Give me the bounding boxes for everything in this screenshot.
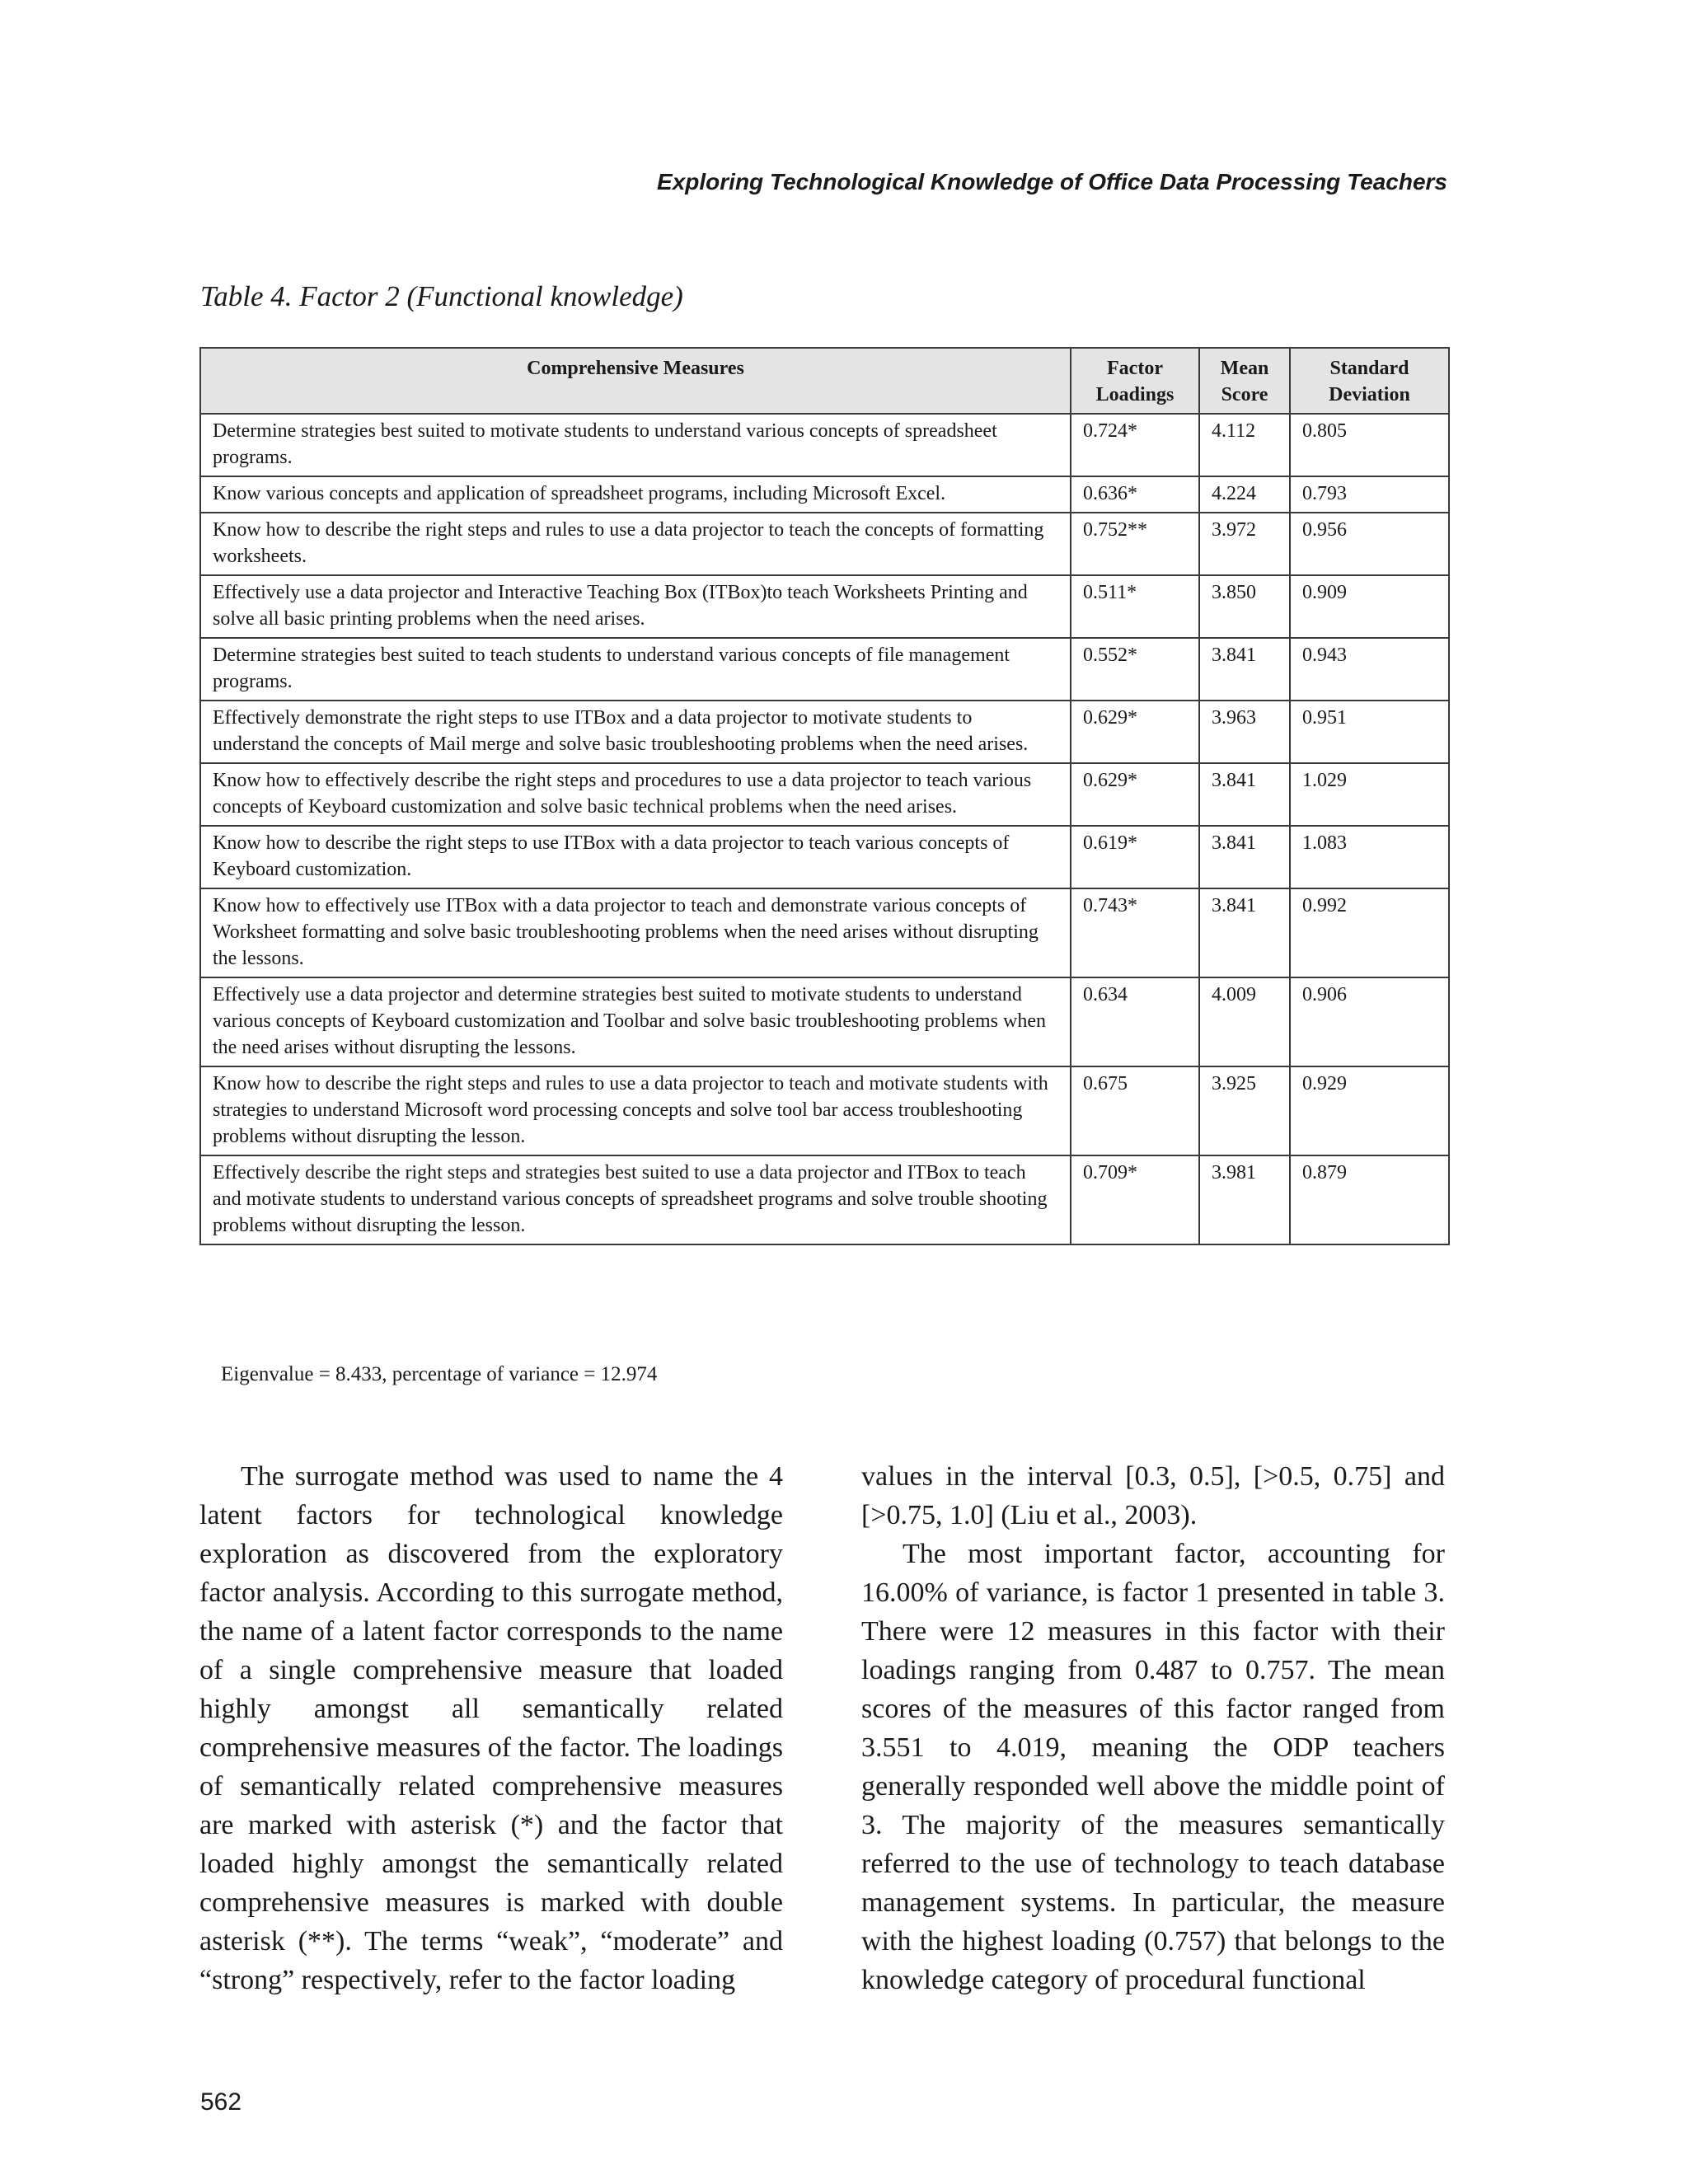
table-caption: Table 4. Factor 2 (Functional knowledge) bbox=[200, 280, 683, 312]
mean-cell: 4.112 bbox=[1199, 414, 1290, 476]
sd-cell: 1.029 bbox=[1290, 763, 1449, 826]
mean-cell: 3.981 bbox=[1199, 1155, 1290, 1244]
body-paragraph: The most important factor, accounting for 16.00% of variance, is factor 1 presented in table 3. There were 12 measures in this factor with their loadings ranging from 0.487 to 0.757. The mean scores of the measures of this factor ranged from 3.551 to 4.019, meaning the ODP teachers generally responded well above the middle point of 3. The majority of the measures semantically referred to the use of technology to teach database management systems. In particular, the measure with the highest loading (0.757) that belongs to the knowledge category of procedural functional bbox=[861, 1539, 1445, 1995]
table-note: Eigenvalue = 8.433, percentage of variance = 12.974 bbox=[221, 1363, 658, 1385]
column-header-loadings: Factor Loadings bbox=[1071, 348, 1199, 414]
column-header-measures: Comprehensive Measures bbox=[200, 348, 1071, 414]
table-row bbox=[200, 1066, 1449, 1155]
page-number: 562 bbox=[200, 2088, 242, 2116]
loading-cell: 0.511* bbox=[1071, 575, 1199, 638]
loading-cell: 0.629* bbox=[1071, 701, 1199, 763]
mean-cell: 3.841 bbox=[1199, 888, 1290, 977]
loading-cell: 0.619* bbox=[1071, 826, 1199, 888]
mean-cell: 3.841 bbox=[1199, 638, 1290, 701]
mean-cell: 3.841 bbox=[1199, 763, 1290, 826]
table-row bbox=[200, 826, 1449, 888]
loading-cell: 0.743* bbox=[1071, 888, 1199, 977]
mean-cell: 3.841 bbox=[1199, 826, 1290, 888]
sd-cell: 0.992 bbox=[1290, 888, 1449, 977]
column-header-sd: Standard Deviation bbox=[1290, 348, 1449, 414]
table-row bbox=[200, 763, 1449, 826]
sd-cell: 0.951 bbox=[1290, 701, 1449, 763]
loading-cell: 0.724* bbox=[1071, 414, 1199, 476]
sd-cell: 0.909 bbox=[1290, 575, 1449, 638]
body-paragraph-continuation: values in the interval [0.3, 0.5], [>0.5, 0.75] and [>0.75, 1.0] (Liu et al., 2003). bbox=[861, 1461, 1445, 1530]
table-row bbox=[200, 513, 1449, 575]
body-left-column bbox=[199, 1457, 783, 1999]
measure-cell: Know various concepts and application of spreadsheet programs, including Microsoft Excel. bbox=[200, 476, 1071, 513]
body-paragraph: The surrogate method was used to name the 4 latent factors for technological knowledge exploration as discovered from the exploratory factor analysis. According to this surrogate method, the name of a latent factor corresponds to the name of a single comprehensive measure that loaded highly amongst all semantically related comprehensive measures of the factor. The loadings of semantically related comprehensive measures are marked with asterisk (*) and the factor that loaded highly amongst the semantically related comprehensive measures is marked with double asterisk (**). The terms “weak”, “moderate” and “strong” respectively, refer to the factor loading bbox=[199, 1461, 783, 1995]
factor-table bbox=[199, 347, 1450, 1245]
running-header: Exploring Technological Knowledge of Office Data Processing Teachers bbox=[657, 169, 1447, 194]
table-row bbox=[200, 888, 1449, 977]
mean-cell: 4.009 bbox=[1199, 977, 1290, 1066]
table-row bbox=[200, 977, 1449, 1066]
loading-cell: 0.629* bbox=[1071, 763, 1199, 826]
measure-cell: Determine strategies best suited to motivate students to understand various concepts of spreadsheet programs. bbox=[200, 414, 1071, 476]
table-row bbox=[200, 575, 1449, 638]
mean-cell: 3.963 bbox=[1199, 701, 1290, 763]
mean-cell: 3.972 bbox=[1199, 513, 1290, 575]
measure-cell: Effectively use a data projector and determine strategies best suited to motivate students to understand various concepts of Keyboard customization and Toolbar and solve basic troubleshooting problems when the need arises without disrupting the lessons. bbox=[200, 977, 1071, 1066]
measure-cell: Effectively demonstrate the right steps to use ITBox and a data projector to motivate students to understand the concepts of Mail merge and solve basic troubleshooting problems when the need arises. bbox=[200, 701, 1071, 763]
mean-cell: 3.925 bbox=[1199, 1066, 1290, 1155]
table-header-row bbox=[200, 348, 1449, 414]
table-row bbox=[200, 1155, 1449, 1244]
sd-cell: 0.929 bbox=[1290, 1066, 1449, 1155]
mean-cell: 3.850 bbox=[1199, 575, 1290, 638]
loading-cell: 0.634 bbox=[1071, 977, 1199, 1066]
measure-cell: Know how to effectively use ITBox with a data projector to teach and demonstrate various concepts of Worksheet formatting and solve basic troubleshooting problems when the need arises without disrupting the lessons. bbox=[200, 888, 1071, 977]
measure-cell: Effectively use a data projector and Interactive Teaching Box (ITBox)to teach Worksheets Printing and solve all basic printing problems when the need arises. bbox=[200, 575, 1071, 638]
measure-cell: Determine strategies best suited to teach students to understand various concepts of file management programs. bbox=[200, 638, 1071, 701]
measure-cell: Know how to describe the right steps and rules to use a data projector to teach the concepts of formatting worksheets. bbox=[200, 513, 1071, 575]
sd-cell: 0.793 bbox=[1290, 476, 1449, 513]
table-row bbox=[200, 476, 1449, 513]
sd-cell: 1.083 bbox=[1290, 826, 1449, 888]
loading-cell: 0.636* bbox=[1071, 476, 1199, 513]
table-body bbox=[200, 414, 1449, 1244]
measure-cell: Know how to describe the right steps and rules to use a data projector to teach and motivate students with strategies to understand Microsoft word processing concepts and solve tool bar access troubleshooting problems without disrupting the lesson. bbox=[200, 1066, 1071, 1155]
table-row bbox=[200, 638, 1449, 701]
sd-cell: 0.805 bbox=[1290, 414, 1449, 476]
sd-cell: 0.956 bbox=[1290, 513, 1449, 575]
sd-cell: 0.906 bbox=[1290, 977, 1449, 1066]
loading-cell: 0.752** bbox=[1071, 513, 1199, 575]
measure-cell: Know how to effectively describe the right steps and procedures to use a data projector to teach various concepts of Keyboard customization and solve basic technical problems when the need arises. bbox=[200, 763, 1071, 826]
body-right-column bbox=[861, 1457, 1445, 1999]
loading-cell: 0.709* bbox=[1071, 1155, 1199, 1244]
loading-cell: 0.552* bbox=[1071, 638, 1199, 701]
mean-cell: 4.224 bbox=[1199, 476, 1290, 513]
measure-cell: Effectively describe the right steps and strategies best suited to use a data projector and ITBox to teach and motivate students to understand various concepts of spreadsheet programs and solve trouble shooting problems without disrupting the lesson. bbox=[200, 1155, 1071, 1244]
sd-cell: 0.879 bbox=[1290, 1155, 1449, 1244]
column-header-mean: Mean Score bbox=[1199, 348, 1290, 414]
loading-cell: 0.675 bbox=[1071, 1066, 1199, 1155]
table-row bbox=[200, 701, 1449, 763]
sd-cell: 0.943 bbox=[1290, 638, 1449, 701]
measure-cell: Know how to describe the right steps to use ITBox with a data projector to teach various concepts of Keyboard customization. bbox=[200, 826, 1071, 888]
table-row bbox=[200, 414, 1449, 476]
